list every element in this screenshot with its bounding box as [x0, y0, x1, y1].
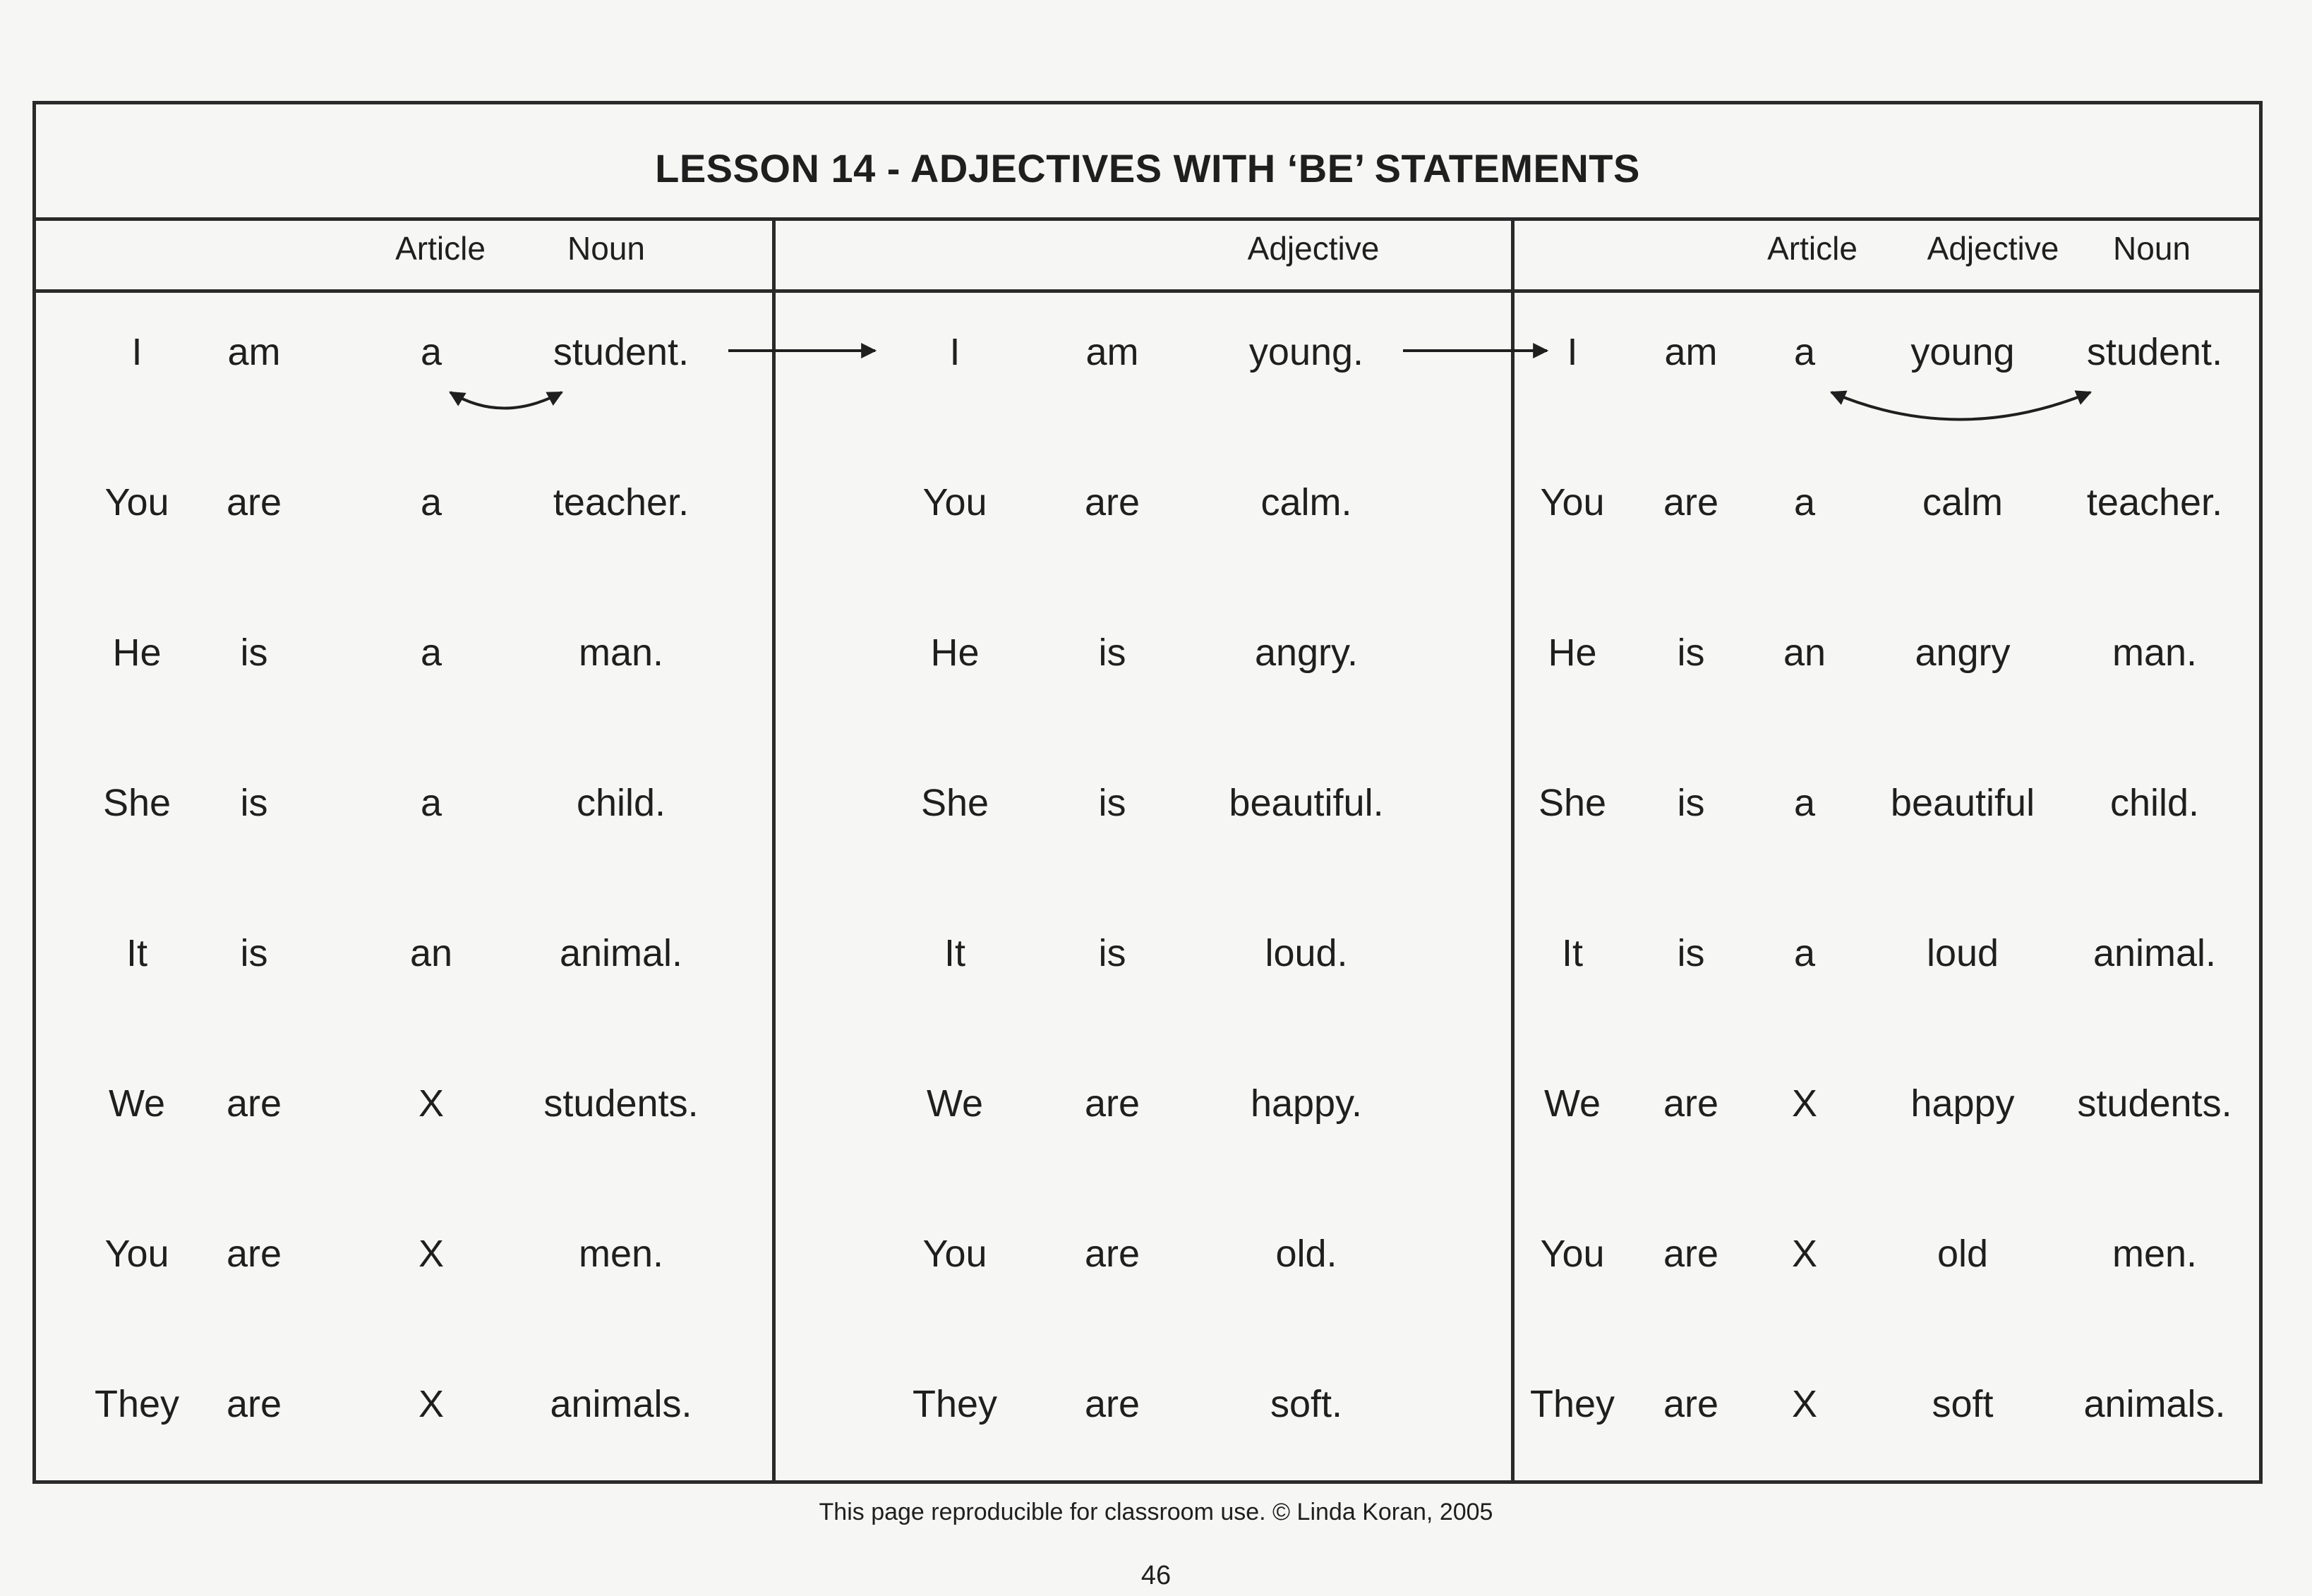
panel3-row-5-col-2: X — [1791, 1082, 1818, 1125]
panel1-row-4-col-1: is — [240, 932, 268, 974]
panel3-row-7-col-4: animals. — [2083, 1383, 2226, 1425]
panel1-row-1-col-1: are — [226, 481, 282, 524]
panel2-row-1-col-0: You — [922, 481, 987, 524]
panel2-row-3-col-1: is — [1098, 782, 1126, 824]
copyright-footer: This page reproducible for classroom use. © Linda Koran, 2005 — [819, 1499, 1493, 1525]
panel3-row-6-col-1: are — [1663, 1233, 1719, 1275]
panel2-row-6-col-2: old. — [1275, 1233, 1337, 1275]
panel1-row-5-col-0: We — [108, 1082, 166, 1125]
panel2-row-6-col-0: You — [922, 1233, 987, 1275]
panel3-row-5-col-4: students. — [2077, 1082, 2232, 1125]
panel1-row-2-col-0: He — [112, 631, 162, 674]
panel3-row-4-col-3: loud — [1926, 932, 1999, 974]
panel3-header-1: Adjective — [1927, 230, 2059, 267]
panel1-row-0-col-1: am — [227, 331, 281, 373]
panel3-row-1-col-0: You — [1540, 481, 1605, 524]
panel2-header-0: Adjective — [1247, 230, 1380, 267]
panel2-row-5-col-2: happy. — [1250, 1082, 1363, 1125]
panel3-row-7-col-0: They — [1529, 1383, 1615, 1425]
panel1-row-7-col-1: are — [226, 1383, 282, 1425]
panel3-row-0-col-1: am — [1664, 331, 1718, 373]
panel3-row-0-col-0: I — [1567, 331, 1578, 373]
panel3-row-3-col-0: She — [1538, 782, 1607, 824]
panel3-row-2-col-1: is — [1677, 631, 1705, 674]
panel3-row-6-col-3: old — [1937, 1233, 1989, 1275]
panel2-row-0-col-0: I — [949, 331, 961, 373]
panel3-row-2-col-4: man. — [2112, 631, 2198, 674]
panel1-row-5-col-3: students. — [543, 1082, 699, 1125]
panel2-row-2-col-2: angry. — [1254, 631, 1359, 674]
header-divider — [36, 289, 2259, 293]
panel2-row-1-col-2: calm. — [1260, 481, 1352, 524]
panel1-row-6-col-2: X — [418, 1233, 445, 1275]
panel2-row-7-col-1: are — [1084, 1383, 1140, 1425]
panel2-row-2-col-0: He — [930, 631, 980, 674]
panel1-row-0-col-2: a — [420, 331, 442, 373]
panel2-row-7-col-2: soft. — [1270, 1383, 1343, 1425]
panel3-header-0: Article — [1767, 230, 1858, 267]
panel3-row-5-col-3: happy — [1910, 1082, 2015, 1125]
panel1-row-0-col-3: student. — [553, 331, 690, 373]
panel1-row-2-col-1: is — [240, 631, 268, 674]
panel2-row-0-col-1: am — [1085, 331, 1139, 373]
panel3-row-3-col-4: child. — [2109, 782, 2200, 824]
panel3-row-6-col-2: X — [1791, 1233, 1818, 1275]
panel3-row-3-col-2: a — [1793, 782, 1816, 824]
panel2-row-4-col-0: It — [944, 932, 966, 974]
panel3-row-3-col-3: beautiful — [1890, 782, 2035, 824]
panel1-header-0: Article — [395, 230, 486, 267]
panel1-row-3-col-2: a — [420, 782, 442, 824]
panel1-row-0-col-0: I — [131, 331, 143, 373]
panel1-row-6-col-1: are — [226, 1233, 282, 1275]
panel1-row-5-col-2: X — [418, 1082, 445, 1125]
title-divider — [36, 217, 2259, 221]
panel3-row-0-col-4: student. — [2086, 331, 2223, 373]
lesson-table — [32, 101, 2263, 1484]
panel3-row-0-col-3: young — [1910, 331, 2015, 373]
panel1-row-3-col-3: child. — [576, 782, 666, 824]
panel1-row-7-col-2: X — [418, 1383, 445, 1425]
panel2-row-1-col-1: are — [1084, 481, 1140, 524]
panel1-row-7-col-0: They — [94, 1383, 180, 1425]
panel2-row-3-col-2: beautiful. — [1229, 782, 1384, 824]
panel3-row-7-col-2: X — [1791, 1383, 1818, 1425]
panel2-row-4-col-1: is — [1098, 932, 1126, 974]
panel3-row-1-col-2: a — [1793, 481, 1816, 524]
panel1-row-1-col-2: a — [420, 481, 442, 524]
panel-divider-2 — [1511, 217, 1515, 1480]
panel1-row-4-col-3: animal. — [559, 932, 683, 974]
panel3-row-2-col-2: an — [1783, 631, 1826, 674]
panel3-row-7-col-3: soft — [1932, 1383, 1994, 1425]
panel1-row-4-col-0: It — [126, 932, 148, 974]
panel3-row-4-col-1: is — [1677, 932, 1705, 974]
panel3-row-3-col-1: is — [1677, 782, 1705, 824]
panel3-row-4-col-4: animal. — [2093, 932, 2217, 974]
panel3-row-2-col-0: He — [1548, 631, 1597, 674]
panel3-row-6-col-4: men. — [2112, 1233, 2198, 1275]
panel3-row-0-col-2: a — [1793, 331, 1816, 373]
panel1-row-7-col-3: animals. — [550, 1383, 692, 1425]
panel3-row-6-col-0: You — [1540, 1233, 1605, 1275]
panel3-row-1-col-1: are — [1663, 481, 1719, 524]
panel1-row-5-col-1: are — [226, 1082, 282, 1125]
page-number: 46 — [1140, 1561, 1172, 1590]
panel3-header-2: Noun — [2113, 230, 2191, 267]
panel1-row-2-col-2: a — [420, 631, 442, 674]
panel3-row-4-col-0: It — [1561, 932, 1584, 974]
panel2-row-5-col-0: We — [926, 1082, 984, 1125]
panel3-row-1-col-3: calm — [1922, 481, 2004, 524]
panel3-row-2-col-3: angry — [1915, 631, 2011, 674]
panel2-row-6-col-1: are — [1084, 1233, 1140, 1275]
panel2-row-3-col-0: She — [920, 782, 989, 824]
panel3-row-5-col-1: are — [1663, 1082, 1719, 1125]
panel1-row-6-col-0: You — [104, 1233, 169, 1275]
panel2-row-7-col-0: They — [912, 1383, 998, 1425]
panel2-row-4-col-2: loud. — [1265, 932, 1348, 974]
panel3-row-1-col-4: teacher. — [2086, 481, 2223, 524]
panel1-row-1-col-0: You — [104, 481, 169, 524]
panel1-row-4-col-2: an — [409, 932, 453, 974]
panel1-row-6-col-3: men. — [578, 1233, 664, 1275]
panel1-header-1: Noun — [567, 230, 645, 267]
panel2-row-5-col-1: are — [1084, 1082, 1140, 1125]
panel1-row-1-col-3: teacher. — [553, 481, 690, 524]
panel3-row-5-col-0: We — [1543, 1082, 1601, 1125]
panel1-row-3-col-0: She — [102, 782, 171, 824]
panel-divider-1 — [772, 217, 776, 1480]
panel3-row-7-col-1: are — [1663, 1383, 1719, 1425]
panel2-row-2-col-1: is — [1098, 631, 1126, 674]
panel2-row-0-col-2: young. — [1248, 331, 1364, 373]
panel1-row-3-col-1: is — [240, 782, 268, 824]
panel1-row-2-col-3: man. — [578, 631, 664, 674]
panel3-row-4-col-2: a — [1793, 932, 1816, 974]
lesson-title: LESSON 14 - ADJECTIVES WITH ‘BE’ STATEMENTS — [655, 146, 1640, 191]
